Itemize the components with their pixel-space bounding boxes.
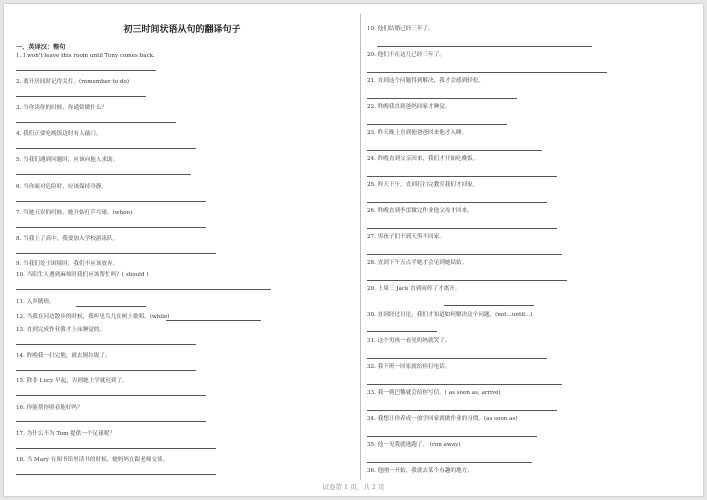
question-5: 5. 当我们遇到问题时，应该向他人求助。: [16, 157, 119, 163]
question-21: 21. 直到这个问题得到解决，我才会感到轻松。: [367, 78, 484, 84]
answer-line-10[interactable]: [16, 289, 271, 290]
answer-line-31[interactable]: [367, 358, 547, 359]
question-25: 25. 昨天下午，直到打扫完教室我们才回家。: [367, 182, 479, 188]
question-33: 33. 我一到巴黎就会给你写信。( as soon as, arrive): [367, 390, 501, 396]
question-22: 22. 昨晚我直到爸妈回家才睡觉。: [367, 104, 451, 110]
answer-line-27[interactable]: [367, 254, 562, 255]
answer-line-1[interactable]: [16, 70, 156, 71]
answer-line-2[interactable]: [16, 96, 146, 97]
question-24: 24. 昨晚直到父亲回来，我们才开始吃晚饭。: [367, 156, 479, 162]
answer-line-33[interactable]: [367, 410, 557, 411]
answer-line-25[interactable]: [367, 202, 547, 203]
answer-line-11[interactable]: [76, 306, 146, 307]
answer-line-6[interactable]: [16, 201, 206, 202]
answer-line-30[interactable]: [367, 331, 437, 332]
answer-line-13[interactable]: [16, 344, 196, 345]
question-23: 23. 昨天晚上直到他爸爸回来他才入睡。: [367, 130, 468, 136]
answer-line-22[interactable]: [367, 124, 507, 125]
question-26: 26. 昨晚直到李雷做完作业他父母才回来。: [367, 208, 473, 214]
section-heading: 一、英译汉：整句: [16, 44, 66, 51]
question-16: 16. 你能帮你照看他好吗？: [16, 405, 83, 411]
question-34: 34. 我想让你养成一放学回家就做作业的习惯。(as soon as): [367, 416, 518, 422]
answer-line-14[interactable]: [16, 370, 196, 371]
question-35: 35. 他一见我就逃跑了。 (run away): [367, 442, 461, 448]
question-4: 4. 我们正要吃晚饭这时有人敲门。: [16, 131, 102, 137]
answer-line-29[interactable]: [444, 305, 534, 306]
answer-line-24[interactable]: [367, 176, 557, 177]
question-2: 2. 离开房间时记得关灯。(remember to do): [16, 79, 130, 85]
answer-line-34[interactable]: [367, 436, 537, 437]
question-9: 9. 当我们处于困境时，我们不应该放弃。: [16, 261, 119, 267]
answer-line-35[interactable]: [367, 462, 532, 463]
answer-line-21[interactable]: [367, 98, 517, 99]
answer-line-3[interactable]: [16, 122, 176, 123]
answer-line-26[interactable]: [367, 228, 557, 229]
answer-line-5[interactable]: [16, 174, 191, 175]
answer-line-12[interactable]: [166, 320, 261, 321]
question-18: 18. 当 Mary 在图书馆里读书的时候，她妈妈在跟老师交谈。: [16, 457, 169, 463]
question-11: 11. 入乡随俗。: [16, 299, 55, 305]
question-13: 13. 直到完成作业我才上床睡觉的。: [16, 327, 105, 333]
question-3: 3. 当你读你的时候，你通常做什么？: [16, 105, 108, 111]
document-page: [4, 4, 703, 496]
answer-line-28[interactable]: [367, 280, 567, 281]
question-29: 29. 上周三 Jack 直到雨停了才离开。: [367, 286, 461, 292]
question-27: 27. 男孩子们不到天黑不回家。: [367, 234, 445, 240]
question-10: 10. 当陌生人遇到麻烦时我们应该帮忙吗？( should ): [16, 272, 149, 278]
page-footer: 试卷第 1 页，共 2 页: [322, 483, 385, 491]
answer-line-15[interactable]: [16, 395, 206, 396]
answer-line-17[interactable]: [16, 448, 216, 449]
question-7: 7. 当她五岁的时候，她开始打乒乓球。(when): [16, 210, 133, 216]
question-30: 30. 直到经过讨论，我们才知道如何解决这个问题。(not...until...): [367, 312, 533, 318]
answer-line-4[interactable]: [16, 148, 196, 149]
column-divider: [360, 14, 361, 480]
question-32: 32. 我下班一回家就给你打电话。: [367, 364, 451, 370]
question-31: 31. 这个男孩一看见妈妈就哭了。: [367, 338, 451, 344]
answer-line-23[interactable]: [367, 150, 542, 151]
question-8: 8. 当我上了高中，我要加入学校游泳队。: [16, 236, 119, 242]
answer-line-16[interactable]: [16, 421, 206, 422]
page-title: 初三时间状语从句的翻译句子: [123, 25, 241, 35]
answer-line-18[interactable]: [16, 474, 216, 475]
question-14: 14. 昨晚我一扫完地，就去倒垃圾了。: [16, 353, 111, 359]
question-15: 15. 除非 Lucy 早起，否则她上学就迟到了。: [16, 378, 128, 384]
answer-line-7[interactable]: [16, 227, 206, 228]
answer-line-32[interactable]: [367, 384, 562, 385]
question-28: 28. 直到下午五点半她才会见到她姑姑。: [367, 260, 468, 266]
question-17: 17. 为什么不为 Tom 提供一个足球呢？: [16, 431, 115, 437]
question-36: 36. 他刚一开始，我就去某个有趣的地方。: [367, 468, 473, 474]
question-6: 6. 当你面对危险时，应该保持冷静。: [16, 184, 108, 190]
answer-line-20[interactable]: [367, 72, 607, 73]
answer-line-19[interactable]: [377, 46, 592, 47]
question-19: 19. 他们结婚已经三年了。: [367, 26, 434, 32]
question-1: 1. I won't leave this room until Tony comes back.: [16, 53, 155, 59]
answer-line-8[interactable]: [16, 253, 216, 254]
question-12: 12. 当我在河边散步的时候，我听见鸟儿在树上歌唱。(while): [16, 314, 170, 320]
question-20: 20. 他们不在这儿已经三年了。: [367, 52, 445, 58]
